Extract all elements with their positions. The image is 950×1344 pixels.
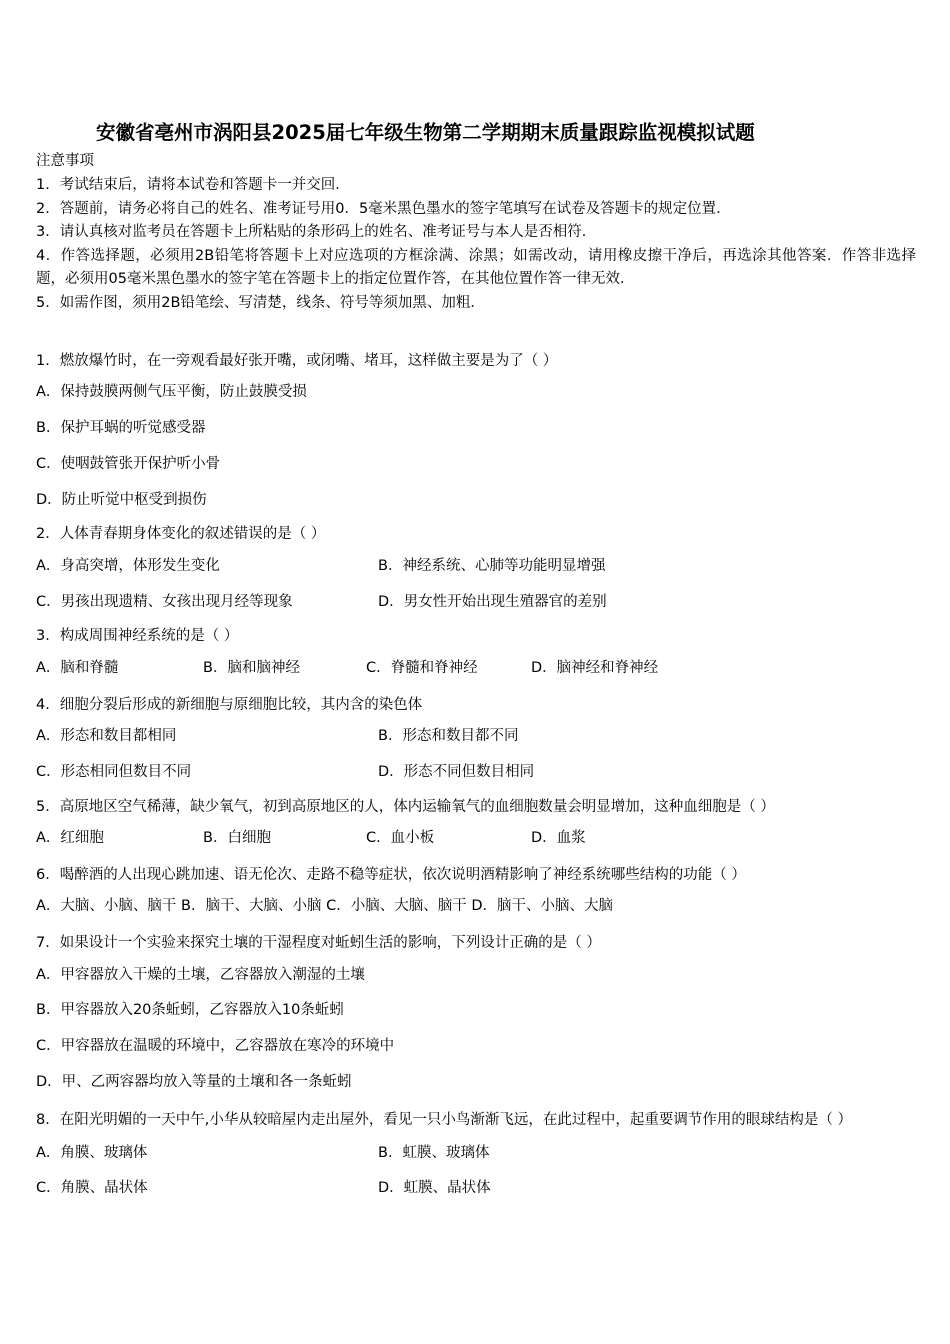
question-4-option-a[interactable]: A．形态和数目都相同	[36, 728, 177, 745]
notice-item-5: 5．如需作图，须用2B铅笔绘、写清楚，线条、符号等须加黑、加粗．	[36, 294, 485, 311]
question-8-option-d[interactable]: D．虹膜、晶状体	[378, 1180, 491, 1197]
question-2-option-d[interactable]: D．男女性开始出现生殖器官的差别	[378, 593, 607, 610]
question-7	[36, 932, 918, 1093]
question-8-options	[36, 1143, 918, 1201]
notice-item-3: 3．请认真核对监考员在答题卡上所粘贴的条形码上的姓名、准考证号与本人是否相符．	[36, 224, 597, 241]
question-3-option-a[interactable]: A．脑和脊髓	[36, 659, 119, 676]
question-2	[36, 523, 918, 613]
notice-item-4: 4．作答选择题，必须用2B铅笔将答题卡上对应选项的方框涂满、涂黑；如需改动，请用橡皮擦干净后，再选涂其他答案．作答非选择题，必须用05毫米黑色墨水的签字笔在答题卡上的指定位置作答，在其他位置作答一律无效．	[36, 247, 916, 288]
question-2-options	[36, 556, 918, 614]
question-7-option-c[interactable]: C．甲容器放在温暖的环境中，乙容器放在寒冷的环境中	[36, 1038, 395, 1055]
question-8-option-a[interactable]: A．角膜、玻璃体	[36, 1144, 148, 1161]
question-1-option-c[interactable]: C．使咽鼓管张开保护听小骨	[36, 455, 221, 472]
question-2-option-b[interactable]: B．神经系统、心肺等功能明显增强	[378, 557, 606, 574]
question-1-option-b[interactable]: B．保护耳蜗的听觉感受器	[36, 420, 206, 437]
question-1	[36, 350, 918, 511]
question-8-option-c[interactable]: C．角膜、晶状体	[36, 1180, 148, 1197]
question-2-option-a[interactable]: A．身高突增，体形发生变化	[36, 557, 220, 574]
question-6-stem: 6．喝醉酒的人出现心跳加速、语无伦次、走路不稳等症状，依次说明酒精影响了神经系统哪些结构的功能（ ）	[36, 866, 746, 883]
question-5-option-b[interactable]: B．白细胞	[203, 830, 271, 847]
question-1-stem: 1．燃放爆竹时，在一旁观看最好张开嘴，或闭嘴、堵耳，这样做主要是为了（ ）	[36, 353, 558, 369]
question-4-stem: 4．细胞分裂后形成的新细胞与原细胞比较，其内含的染色体	[36, 696, 423, 713]
question-2-stem: 2．人体青春期身体变化的叙述错误的是（ ）	[36, 526, 326, 543]
notice-item-2: 2．答题前，请务必将自己的姓名、准考证号用0．5毫米黑色墨水的签字笔填写在试卷及答题卡的规定位置．	[36, 200, 731, 217]
question-5-option-c[interactable]: C．血小板	[366, 830, 435, 847]
question-4	[36, 694, 918, 784]
question-7-stem: 7．如果设计一个实验来探究土壤的干湿程度对蚯蚓生活的影响，下列设计正确的是（ ）	[36, 935, 601, 952]
question-6-options[interactable]: A．大脑、小脑、脑干 B．脑干、大脑、小脑 C．小脑、大脑、脑干 D．脑干、小脑、大脑	[36, 898, 613, 915]
question-4-option-b[interactable]: B．形态和数目都不同	[378, 728, 519, 745]
question-6	[36, 864, 918, 918]
question-5-option-a[interactable]: A．红细胞	[36, 830, 104, 847]
question-7-option-d[interactable]: D．甲、乙两容器均放入等量的土壤和各一条蚯蚓	[36, 1073, 352, 1090]
question-7-option-a[interactable]: A．甲容器放入干燥的土壤，乙容器放入潮湿的土壤	[36, 966, 365, 983]
question-3-options	[36, 658, 918, 680]
notice-heading: 注意事项	[36, 153, 94, 169]
page-title: 安徽省亳州市涡阳县2025届七年级生物第二学期期末质量跟踪监视模拟试题	[96, 121, 755, 145]
questions-section	[36, 350, 918, 1212]
question-8-stem: 8．在阳光明媚的一天中午,小华从较暗屋内走出屋外，看见一只小鸟渐渐飞远，在此过程中，起重要调节作用的眼球结构是（ ）	[36, 1111, 852, 1128]
question-3-stem: 3．构成周围神经系统的是（ ）	[36, 628, 239, 645]
notice-item-1: 1．考试结束后，请将本试卷和答题卡一并交回．	[36, 177, 350, 194]
question-4-option-c[interactable]: C．形态相同但数目不同	[36, 763, 192, 780]
question-7-option-b[interactable]: B．甲容器放入20条蚯蚓，乙容器放入10条蚯蚓	[36, 1002, 344, 1019]
question-3	[36, 625, 918, 679]
question-4-option-d[interactable]: D．形态不同但数目相同	[378, 763, 535, 780]
question-8-option-b[interactable]: B．虹膜、玻璃体	[378, 1144, 490, 1161]
question-1-options	[36, 382, 918, 511]
question-3-option-d[interactable]: D．脑神经和脊神经	[531, 659, 659, 676]
question-1-option-d[interactable]: D．防止听觉中枢受到损伤	[36, 491, 207, 508]
question-1-option-a[interactable]: A．保持鼓膜两侧气压平衡，防止鼓膜受损	[36, 384, 307, 401]
question-3-option-c[interactable]: C．脊髓和脊神经	[366, 659, 478, 676]
question-3-option-b[interactable]: B．脑和脑神经	[203, 659, 300, 676]
question-4-options	[36, 726, 918, 784]
question-5	[36, 796, 918, 850]
question-5-options	[36, 828, 918, 850]
question-7-options	[36, 965, 918, 1094]
question-5-option-d[interactable]: D．血浆	[531, 830, 586, 847]
question-2-option-c[interactable]: C．男孩出现遗精、女孩出现月经等现象	[36, 593, 293, 610]
question-8	[36, 1106, 918, 1201]
exam-notice-section	[36, 150, 916, 315]
question-5-stem: 5．高原地区空气稀薄，缺少氧气，初到高原地区的人，体内运输氧气的血细胞数量会明显增加，这种血细胞是（ ）	[36, 798, 775, 815]
